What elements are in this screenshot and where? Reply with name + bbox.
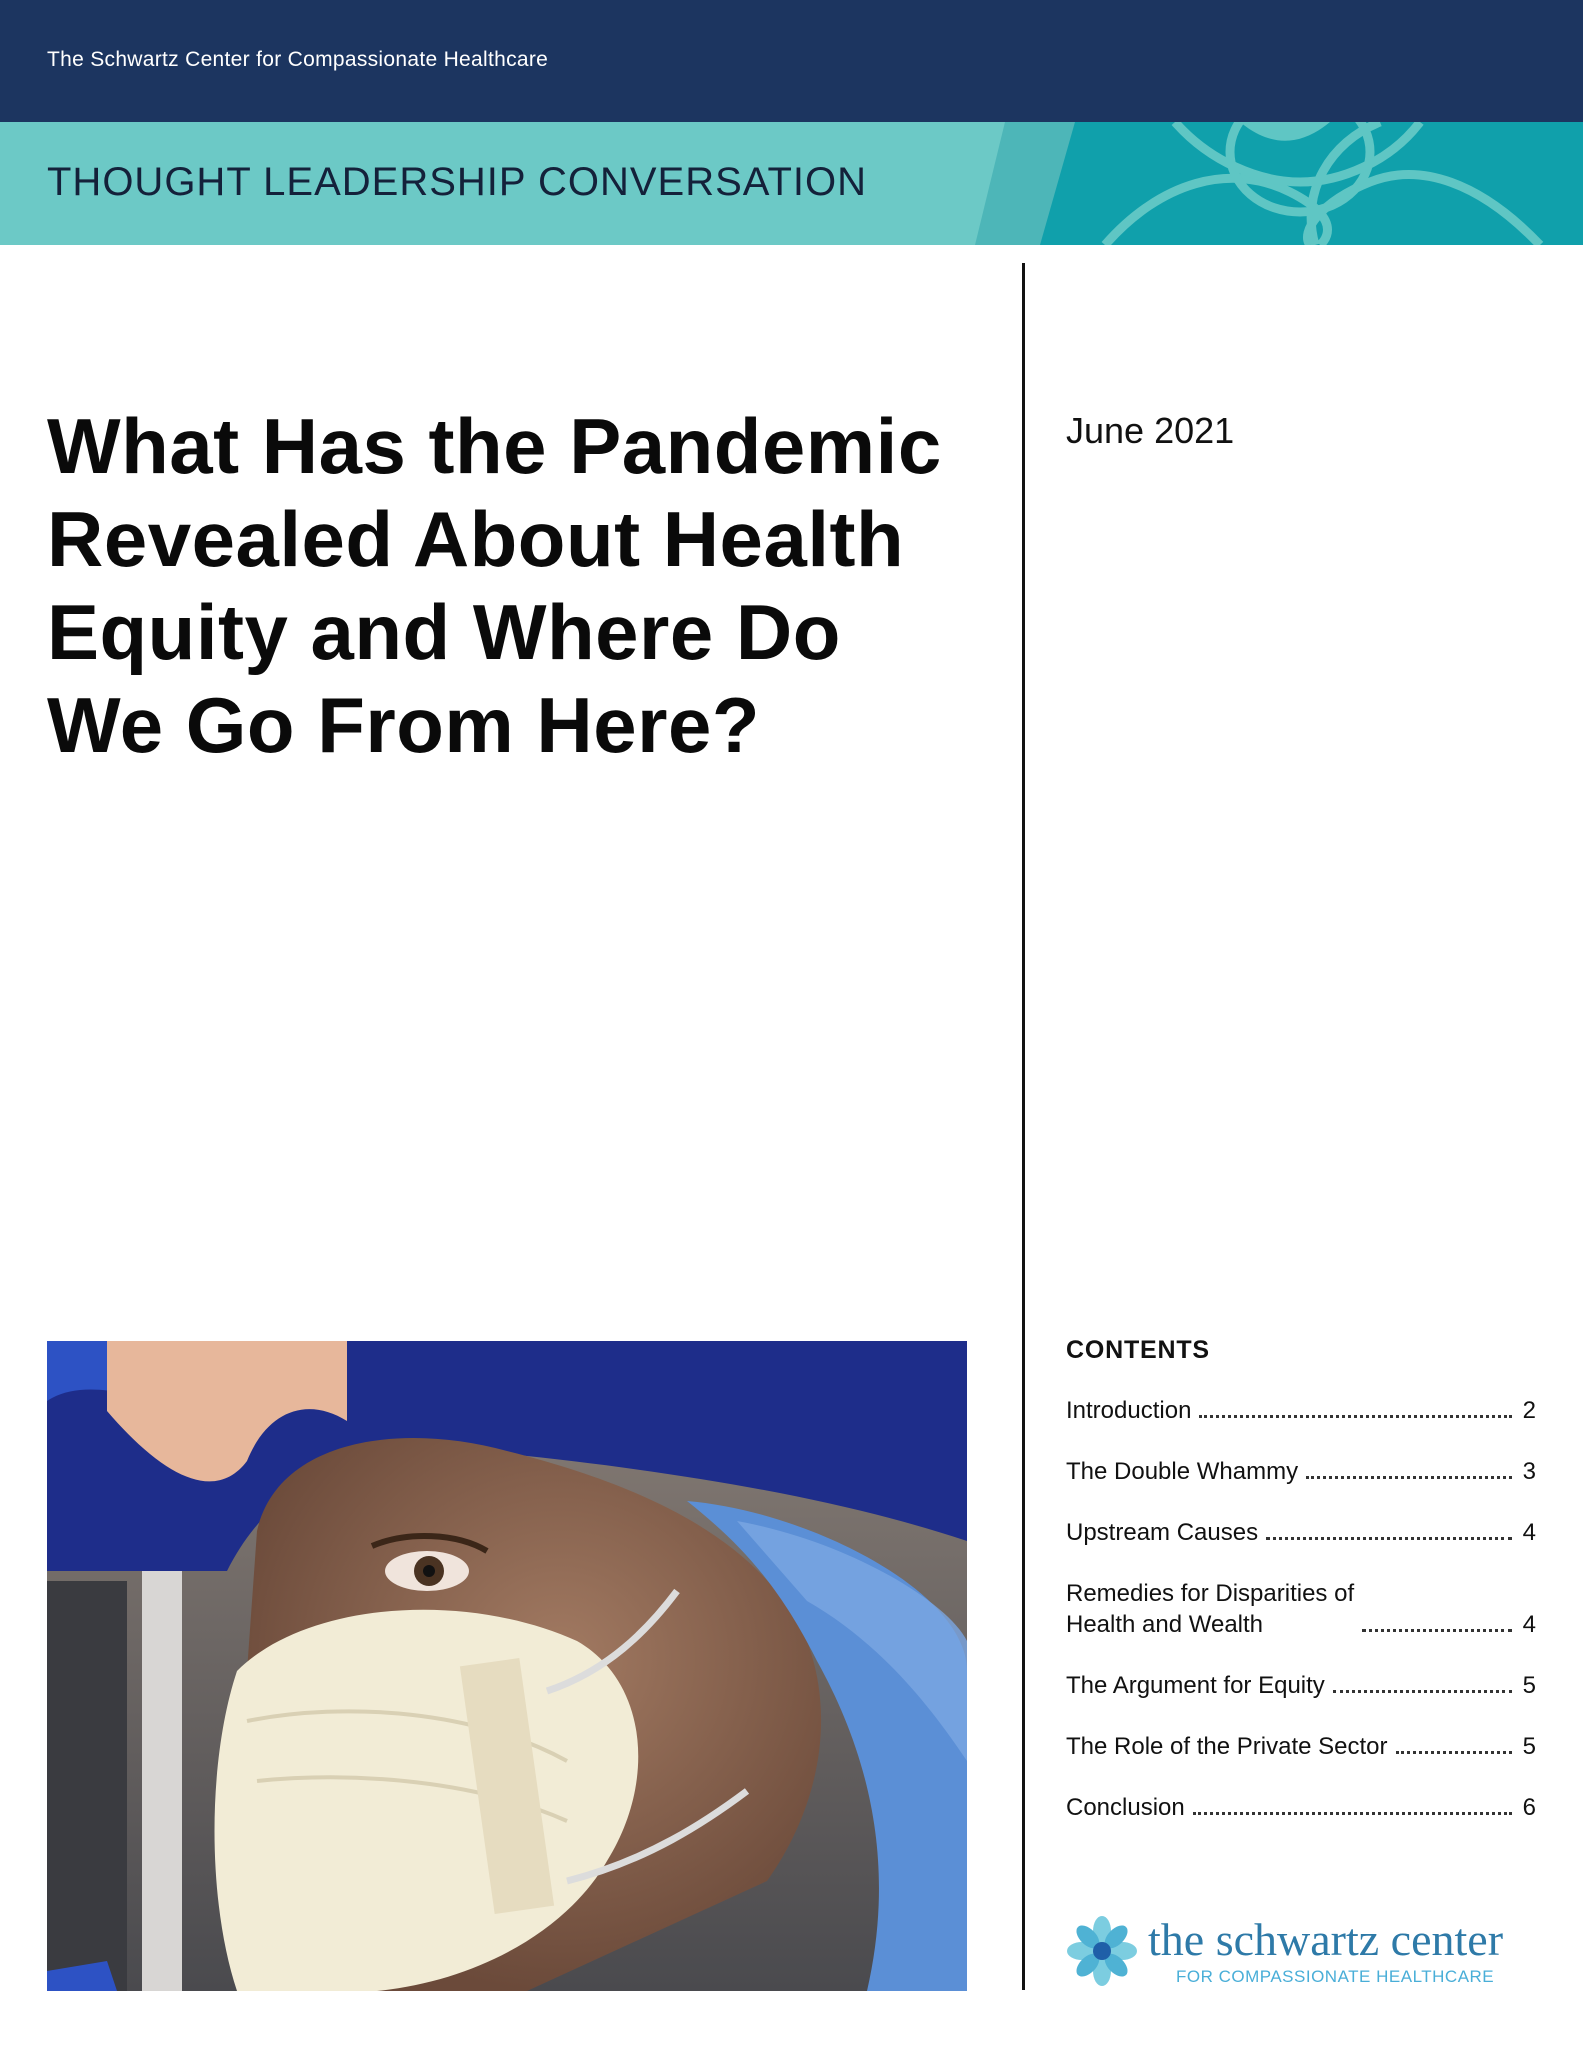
toc-label: Conclusion [1066,1794,1185,1821]
toc-leader [1306,1475,1512,1479]
toc-item-double-whammy[interactable] [1066,1456,1536,1487]
toc-label: Upstream Causes [1066,1519,1259,1546]
cover-photo [47,1341,967,1991]
toc-leader [1193,1811,1512,1815]
toc-page-number: 5 [1522,1733,1536,1760]
toc-page-number: 4 [1522,1519,1536,1546]
logo-wordmark: the schwartz center [1148,1914,1504,1965]
toc-item-conclusion[interactable] [1066,1792,1536,1823]
logo-tagline: FOR COMPASSIONATE HEALTHCARE [1176,1967,1495,1986]
organization-name: The Schwartz Center for Compassionate Healthcare [47,48,549,71]
toc-page-number: 3 [1522,1458,1536,1485]
toc-page-number: 2 [1522,1397,1536,1424]
flower-logo-icon [1066,1915,1138,1987]
toc-label: The Argument for Equity [1066,1672,1325,1699]
toc-item-private-sector[interactable] [1066,1731,1536,1762]
toc-label: Introduction [1066,1397,1192,1424]
toc-item-introduction[interactable] [1066,1395,1536,1426]
schwartz-center-logo [1066,1915,1546,1995]
banner-title: THOUGHT LEADERSHIP CONVERSATION [47,160,868,204]
toc-label: The Double Whammy [1066,1458,1299,1485]
toc-leader [1362,1628,1512,1632]
toc-leader [1266,1536,1512,1540]
toc-leader [1396,1750,1513,1754]
contents-heading: CONTENTS [1066,1336,1210,1364]
toc-label: Remedies for Disparities of Health and Wealth [1066,1580,1355,1638]
top-header-bar [0,0,1583,122]
toc-leader [1199,1414,1512,1418]
toc-page-number: 5 [1522,1672,1536,1699]
column-divider [1022,263,1025,1990]
series-banner [0,122,1583,245]
toc-label: The Role of the Private Sector [1066,1733,1388,1760]
toc-item-remedies[interactable] [1066,1578,1536,1640]
toc-page-number: 6 [1522,1794,1536,1821]
document-title: What Has the Pandemic Revealed About Health Equity and Where Do We Go From Here? [47,402,942,769]
publication-date: June 2021 [1066,410,1235,451]
healthcare-worker-photo [47,1341,967,1991]
toc-item-argument-for-equity[interactable] [1066,1670,1536,1701]
toc-item-upstream-causes[interactable] [1066,1517,1536,1548]
table-of-contents [1066,1395,1536,1853]
toc-leader [1333,1689,1512,1693]
toc-page-number: 4 [1522,1611,1536,1638]
